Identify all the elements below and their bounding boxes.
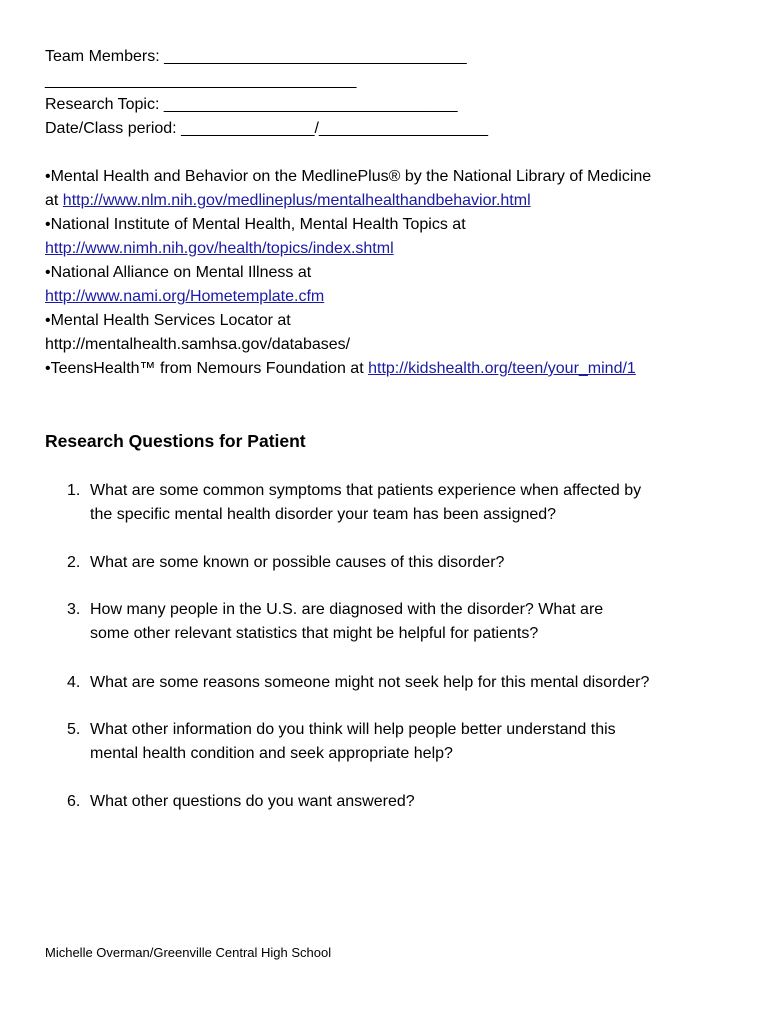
question-number: 6. — [67, 793, 81, 810]
question-item — [67, 598, 603, 646]
question-item — [67, 790, 415, 814]
resource-teenshealth-line — [45, 359, 636, 379]
question-item — [67, 479, 641, 527]
question-item — [67, 718, 616, 766]
nimh-link[interactable]: http://www.nimh.nih.gov/health/topics/index.shtml — [45, 240, 394, 257]
question-number: 3. — [67, 601, 81, 618]
question-item — [67, 671, 649, 695]
question-text-continued: mental health condition and seek appropriate help? — [90, 745, 453, 762]
question-text: What are some known or possible causes of this disorder? — [90, 554, 505, 571]
resource-nami-text: •National Alliance on Mental Illness at — [45, 264, 312, 281]
resource-nimh-text: •National Institute of Mental Health, Mental Health Topics at — [45, 216, 466, 233]
question-text: What are some common symptoms that patients experience when affected by — [90, 482, 642, 499]
date-class-line: Date/Class period: _______________/___________________ — [45, 120, 489, 137]
question-text-continued: some other relevant statistics that might be helpful for patients? — [90, 625, 539, 642]
footer-credit: Michelle Overman/Greenville Central High School — [45, 945, 332, 960]
question-text-continued: the specific mental health disorder your team has been assigned? — [90, 506, 557, 523]
resource-medlineplus-at: at — [45, 192, 63, 209]
research-topic-line: Research Topic: _________________________________ — [45, 96, 458, 113]
team-members-continuation-line: ___________________________________ — [45, 72, 357, 89]
question-item — [67, 551, 504, 575]
question-text: What other information do you think will help people better understand this — [90, 721, 616, 738]
medlineplus-link[interactable]: http://www.nlm.nih.gov/medlineplus/mentalhealthandbehavior.html — [62, 192, 531, 209]
question-text: How many people in the U.S. are diagnosed with the disorder? What are — [90, 601, 604, 618]
resource-samhsa-text: •Mental Health Services Locator at — [45, 312, 291, 329]
question-number: 4. — [67, 674, 81, 691]
question-text: What other questions do you want answered? — [90, 793, 415, 810]
resource-medlineplus-text: •Mental Health and Behavior on the MedlinePlus® by the National Library of Medicine — [45, 168, 652, 185]
nami-link[interactable]: http://www.nami.org/Hometemplate.cfm — [45, 288, 325, 305]
resource-teenshealth-text: •TeensHealth™ from Nemours Foundation at — [45, 360, 369, 377]
section-heading: Research Questions for Patient — [45, 431, 306, 451]
resource-nami-link-line — [45, 287, 324, 307]
question-number: 2. — [67, 554, 81, 571]
question-text: What are some reasons someone might not seek help for this mental disorder? — [90, 674, 650, 691]
resource-medlineplus-link-line — [45, 191, 531, 211]
question-number: 1. — [67, 482, 81, 499]
resource-nimh-link-line — [45, 239, 394, 259]
question-number: 5. — [67, 721, 81, 738]
teenshealth-link[interactable]: http://kidshealth.org/teen/your_mind/1 — [368, 360, 636, 377]
resource-samhsa-url: http://mentalhealth.samhsa.gov/databases/ — [45, 336, 351, 353]
team-members-line: Team Members: __________________________________ — [45, 48, 467, 65]
